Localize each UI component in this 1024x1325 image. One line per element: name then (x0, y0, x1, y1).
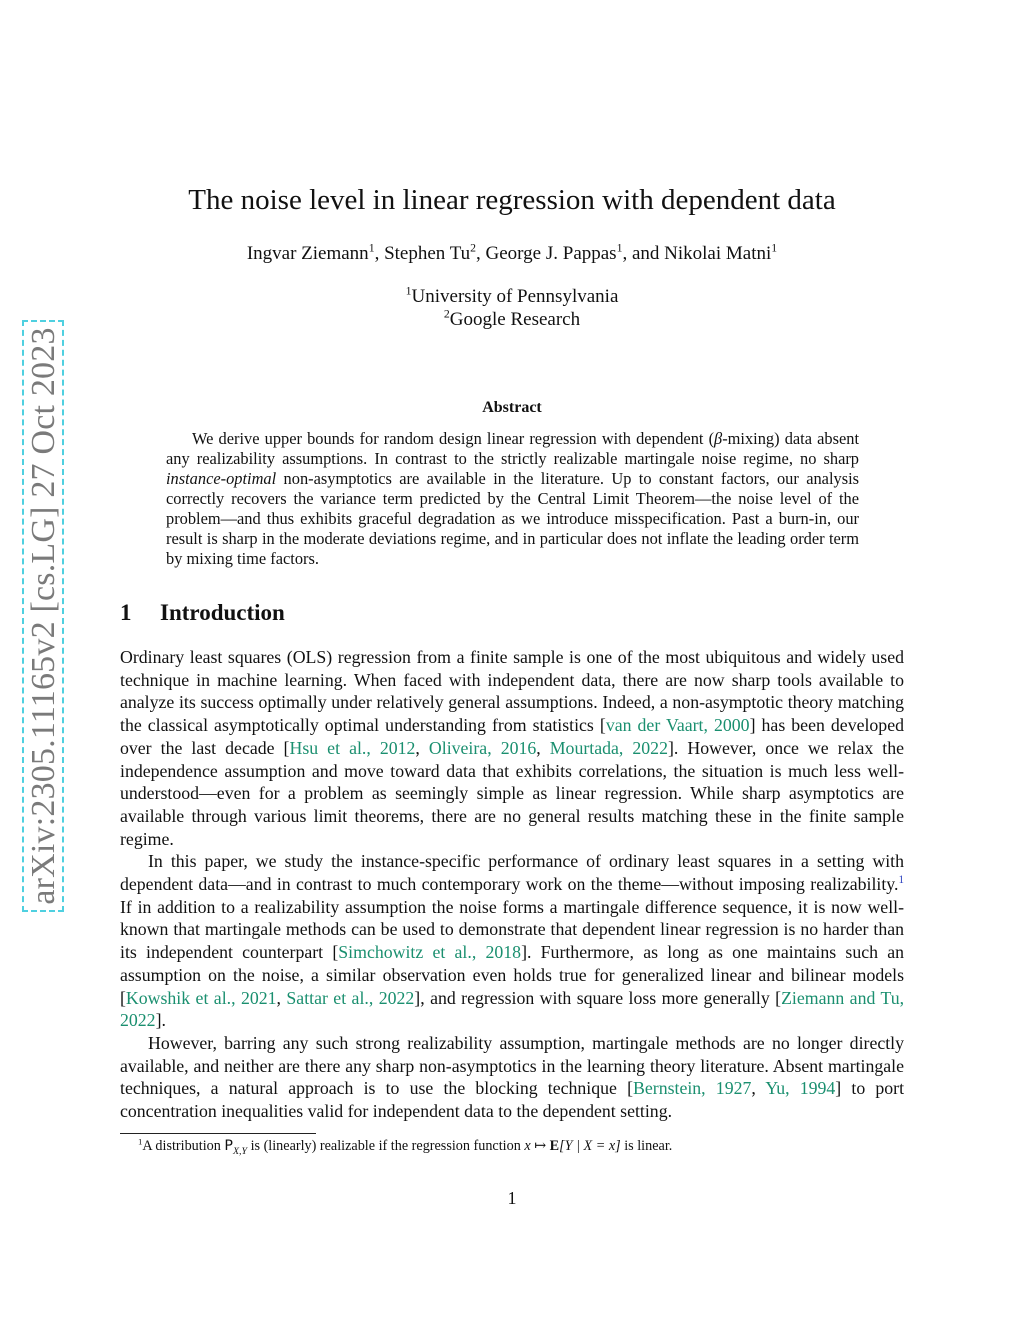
section-number: 1 (120, 600, 132, 625)
author-list (120, 243, 904, 265)
beta-symbol: β (714, 429, 723, 448)
affiliation-2 (120, 309, 904, 331)
paragraph-3: However, barring any such strong realizability assumption, martingale methods are no longer directly available, and neither are there any sharp non-asymptotics in the learning theory literature. Absent martingale techniques, a natural approach is to use the blocking technique [Bernstein, 1927, Yu, 1994] to port concentration inequalities valid for independent data to the dependent setting. (120, 1032, 905, 1122)
footnote-segment: A distribution (142, 1138, 225, 1154)
paragraph-2: In this paper, we study the instance-specific performance of ordinary least squares in a setting with dependent data—and in contrast to much contemporary work on the theme—without imposing realizability.$^1$ If in addition to a realizability assumption the noise forms a martingale difference sequence, it is now well-known that martingale methods can be used to demonstrate that dependent linear regression is no harder than its independent counterpart [Simchowitz et al., 2018]. Furthermore, as long as one maintains such an assumption on the noise, a similar observation even holds true for generalized linear and bilinear models [Kowshik et al., 2021, Sattar et al., 2022], and regression with square loss more generally [Ziemann and Tu, 2022]. (120, 851, 905, 1031)
citation-link[interactable]: van der Vaart, 2000 (605, 715, 750, 736)
maps-to-arrow: ↦ (530, 1138, 550, 1154)
footnote-divider (120, 1133, 316, 1134)
affiliation-1 (120, 286, 904, 308)
text-segment: Ordinary least squares (OLS) regression from a finite sample is one of the most ubiquitous and widely used technique in machine learning. When faced with independent data, there are now sharp tools available to analyze its success optimally under relatively general assumptions. Indeed, a non-asymptotic theory matching the classical asymptotically optimal understanding from statistics [ (120, 647, 904, 736)
affiliation-mark: 1 (405, 284, 412, 298)
section-title: Introduction (160, 600, 285, 625)
citation-link[interactable]: Simchowitz et al., 2018 (338, 942, 522, 963)
body-text (120, 646, 904, 1123)
text-segment: ], and regression with square loss more generally [ (414, 987, 782, 1008)
abstract-text (166, 429, 859, 569)
abstract-segment: -mixing) data absent any realizability assumptions. In contrast to the strictly realizable martingale noise regime, no sharp (166, 429, 860, 468)
citation-link[interactable]: Sattar et al., 2022 (286, 987, 415, 1008)
author-separator: , (374, 243, 385, 264)
footnote (120, 1137, 904, 1161)
citation-link[interactable]: Bernstein, 1927 (633, 1078, 752, 1099)
footnote-mark: 1 (138, 1136, 143, 1147)
distribution-symbol: P (224, 1138, 233, 1154)
section-heading (120, 600, 285, 626)
text-segment: ]. However, once we relax the independence assumption and move toward data that exhibits correlations, the situation is much less well-understood—even for a problem as seemingly simple as linear regression. While sharp asymptotics are available through various limit theorems, there are no general results matching these in the finite sample regime. (120, 737, 905, 849)
citation-link[interactable]: Yu, 1994 (765, 1078, 836, 1099)
text-segment: In this paper, we study the instance-specific performance of ordinary least squares in a setting with dependent data—and in contrast to much contemporary work on the theme—without imposing realizability. (120, 851, 904, 895)
paper-title: The noise level in linear regression with dependent data (188, 184, 836, 216)
text-segment: ]. (155, 1010, 166, 1031)
footnote-reference[interactable]: 1 (898, 874, 904, 887)
footnote-segment: is (linearly) realizable if the regression function (247, 1138, 525, 1154)
text-segment: ]. Furthermore, as long as one maintains such an assumption on the noise, a similar observation even holds true for generalized linear and bilinear models [ (120, 942, 905, 1008)
affiliation-mark: 2 (470, 241, 477, 255)
affiliation-name: Google Research (449, 309, 581, 330)
page-number: 1 (507, 1188, 517, 1208)
author-name: George J. Pappas (485, 243, 617, 264)
author-name: Nikolai Matni (664, 243, 772, 264)
text-segment: ] to port concentration inequalities valid for independent data to the dependent setting. (120, 1078, 905, 1122)
abstract-emphasis: instance-optimal (166, 469, 277, 488)
affiliation-mark: 2 (443, 307, 450, 321)
math-expression: [Y | X = x] (559, 1138, 621, 1154)
abstract-segment: We derive upper bounds for random design linear regression with dependent ( (192, 429, 715, 448)
expectation-symbol: E (549, 1138, 560, 1154)
author-name: Ingvar Ziemann (246, 243, 369, 264)
paragraph-1: Ordinary least squares (OLS) regression from a finite sample is one of the most ubiquitous and widely used technique in machine learning. When faced with independent data, there are now sharp tools available to analyze its success optimally under relatively general assumptions. Indeed, a non-asymptotic theory matching the classical asymptotically optimal understanding from statistics [van der Vaart, 2000] has been developed over the last decade [Hsu et al., 2012, Oliveira, 2016, Mourtada, 2022]. However, once we relax the independence assumption and move toward data that exhibits correlations, the situation is much less well-understood—even for a problem as seemingly simple as linear regression. While sharp asymptotics are available through various limit theorems, there are no general results matching these in the finite sample regime. (120, 647, 905, 849)
text-segment: ] has been developed over the last decade [ (120, 715, 904, 758)
author-separator: , (476, 243, 486, 264)
text-segment: However, barring any such strong realizability assumption, martingale methods are no longer directly available, and neither are there any sharp non-asymptotics in the learning theory literature. Absent martingale techniques, a natural approach is to use the blocking technique [ (120, 1032, 904, 1099)
citation-link[interactable]: Oliveira, 2016 (428, 737, 537, 758)
author-name: Stephen Tu (384, 243, 471, 264)
arxiv-stamp[interactable]: arXiv:2305.11165v2 [cs.LG] 27 Oct 2023 (22, 320, 64, 912)
distribution-subscript: X,Y (232, 1145, 248, 1157)
affiliation-mark: 1 (368, 241, 375, 255)
citation-link[interactable]: Kowshik et al., 2021 (125, 987, 277, 1008)
author-separator: , and (622, 243, 665, 264)
affiliation-mark: 1 (771, 241, 778, 255)
arxiv-stamp-region (22, 320, 64, 912)
abstract-segment: non-asymptotics are available in the literature. Up to constant factors, our analysis correctly recovers the variance term predicted by the Central Limit Theorem—the noise level of the problem—and thus exhibits graceful degradation as we introduce misspecification. Past a burn-in, our result is sharp in the moderate deviations regime, and in particular does not inflate the leading order term by mixing time factors. (166, 469, 859, 568)
abstract-heading: Abstract (482, 399, 542, 416)
math-variable: x (524, 1138, 531, 1154)
affiliation-name: University of Pennsylvania (411, 286, 619, 307)
footnote-segment: is linear. (620, 1138, 673, 1154)
citation-link[interactable]: Hsu et al., 2012 (289, 737, 416, 758)
citation-link[interactable]: Mourtada, 2022 (549, 737, 668, 758)
text-segment: If in addition to a realizability assumption the noise forms a martingale difference sequence, it is now well-known that martingale methods can be used to demonstrate that dependent linear regression is no harder than its independent counterpart [ (120, 896, 904, 963)
affiliation-mark: 1 (616, 241, 623, 255)
citation-link[interactable]: Ziemann and Tu, 2022 (120, 987, 905, 1031)
